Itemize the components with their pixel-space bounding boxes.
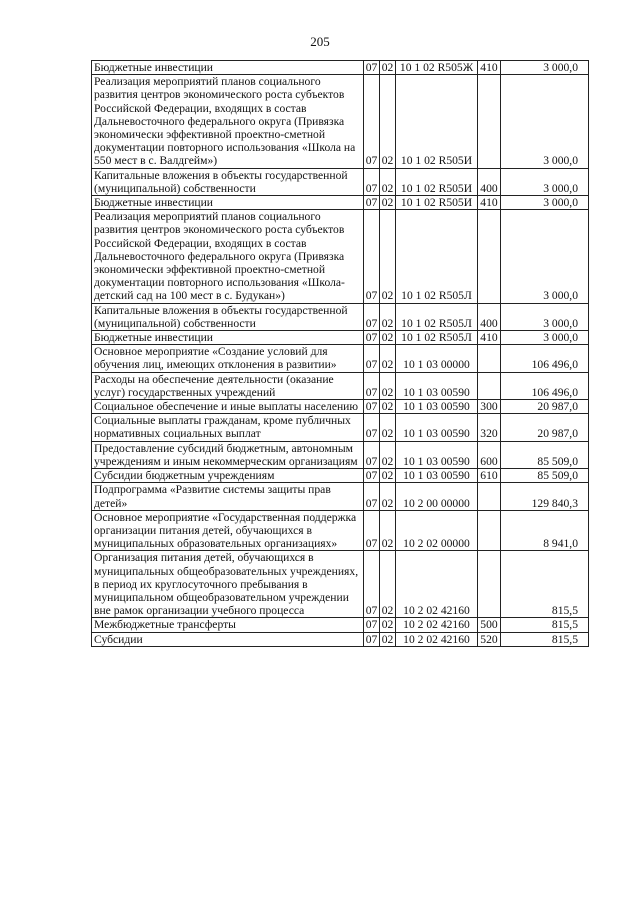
row-description: Основное мероприятие «Создание условий для обучения лиц, имеющих отклонения в развитии» [92,345,364,372]
row-description: Бюджетные инвестиции [92,331,364,345]
row-description: Подпрограмма «Развитие системы защиты прав детей» [92,483,364,510]
table-row [92,210,589,303]
row-section-code: 07 [364,210,380,303]
table-row [92,168,589,195]
row-expense-type-code [478,510,501,551]
table-row [92,196,589,210]
row-expense-type-code: 610 [478,469,501,483]
budget-table [91,60,589,647]
row-expense-type-code: 400 [478,303,501,330]
row-description: Субсидии бюджетным учреждениям [92,469,364,483]
row-expense-type-code: 600 [478,441,501,468]
row-expense-type-code: 410 [478,331,501,345]
row-section-code: 07 [364,510,380,551]
row-subsection-code: 02 [380,483,396,510]
row-target-article-code: 10 1 02 R505И [396,168,478,195]
row-amount: 106 496,0 [501,345,589,372]
row-amount: 106 496,0 [501,372,589,399]
row-target-article-code: 10 1 03 00590 [396,414,478,441]
table-row [92,618,589,632]
table-row [92,632,589,646]
table-row [92,303,589,330]
row-section-code: 07 [364,618,380,632]
row-section-code: 07 [364,345,380,372]
row-amount: 20 987,0 [501,400,589,414]
row-description: Бюджетные инвестиции [92,61,364,75]
row-section-code: 07 [364,75,380,168]
row-subsection-code: 02 [380,400,396,414]
row-target-article-code: 10 1 03 00590 [396,400,478,414]
row-subsection-code: 02 [380,414,396,441]
row-subsection-code: 02 [380,510,396,551]
row-description: Капитальные вложения в объекты государственной (муниципальной) собственности [92,168,364,195]
row-subsection-code: 02 [380,618,396,632]
row-expense-type-code: 500 [478,618,501,632]
row-subsection-code: 02 [380,210,396,303]
row-amount: 815,5 [501,551,589,618]
row-section-code: 07 [364,168,380,195]
row-target-article-code: 10 1 02 R505Л [396,210,478,303]
table-row [92,61,589,75]
row-target-article-code: 10 1 02 R505И [396,75,478,168]
table-row [92,372,589,399]
row-subsection-code: 02 [380,168,396,195]
table-row [92,331,589,345]
table-row [92,345,589,372]
row-target-article-code: 10 2 02 42160 [396,551,478,618]
budget-table-body [92,61,589,647]
row-section-code: 07 [364,331,380,345]
row-subsection-code: 02 [380,75,396,168]
row-amount: 3 000,0 [501,303,589,330]
row-target-article-code: 10 2 02 00000 [396,510,478,551]
row-subsection-code: 02 [380,196,396,210]
row-amount: 3 000,0 [501,210,589,303]
row-subsection-code: 02 [380,551,396,618]
row-target-article-code: 10 1 02 R505Ж [396,61,478,75]
row-expense-type-code: 320 [478,414,501,441]
row-description: Межбюджетные трансферты [92,618,364,632]
row-section-code: 07 [364,441,380,468]
row-section-code: 07 [364,196,380,210]
row-target-article-code: 10 1 03 00000 [396,345,478,372]
table-row [92,441,589,468]
row-section-code: 07 [364,372,380,399]
row-expense-type-code: 300 [478,400,501,414]
row-target-article-code: 10 1 03 00590 [396,441,478,468]
row-subsection-code: 02 [380,372,396,399]
row-amount: 85 509,0 [501,441,589,468]
row-description: Реализация мероприятий планов социального развития центров экономического роста субъектов Российской Федерации, входящих в состав Дальневосточного федерального округа (Привязка экономически эффективной проектно-сметной документации повторного использования «Школа на 550 мест в с. Валдгейм») [92,75,364,168]
table-row [92,469,589,483]
row-target-article-code: 10 1 03 00590 [396,372,478,399]
row-amount: 3 000,0 [501,196,589,210]
table-row [92,510,589,551]
row-amount: 815,5 [501,632,589,646]
row-target-article-code: 10 1 02 R505Л [396,331,478,345]
row-subsection-code: 02 [380,331,396,345]
row-amount: 3 000,0 [501,61,589,75]
row-amount: 3 000,0 [501,75,589,168]
row-target-article-code: 10 2 00 00000 [396,483,478,510]
row-expense-type-code [478,75,501,168]
table-row [92,75,589,168]
row-description: Субсидии [92,632,364,646]
row-expense-type-code: 410 [478,61,501,75]
row-target-article-code: 10 1 03 00590 [396,469,478,483]
row-section-code: 07 [364,414,380,441]
row-target-article-code: 10 1 02 R505И [396,196,478,210]
row-amount: 3 000,0 [501,168,589,195]
row-subsection-code: 02 [380,61,396,75]
row-subsection-code: 02 [380,469,396,483]
row-expense-type-code: 400 [478,168,501,195]
row-expense-type-code [478,483,501,510]
table-row [92,414,589,441]
row-amount: 815,5 [501,618,589,632]
row-description: Бюджетные инвестиции [92,196,364,210]
row-expense-type-code [478,210,501,303]
row-description: Социальные выплаты гражданам, кроме публичных нормативных социальных выплат [92,414,364,441]
row-subsection-code: 02 [380,303,396,330]
row-target-article-code: 10 1 02 R505Л [396,303,478,330]
row-expense-type-code [478,551,501,618]
row-amount: 3 000,0 [501,331,589,345]
row-expense-type-code [478,372,501,399]
table-row [92,551,589,618]
table-row [92,483,589,510]
row-amount: 20 987,0 [501,414,589,441]
row-expense-type-code: 520 [478,632,501,646]
row-subsection-code: 02 [380,345,396,372]
row-subsection-code: 02 [380,632,396,646]
page-number: 205 [310,34,330,49]
row-description: Организация питания детей, обучающихся в муниципальных общеобразовательных учреждениях, в период их круглосуточного пребывания в муниципальном общеобразовательном учреждении вне рамок организации учебного процесса [92,551,364,618]
row-target-article-code: 10 2 02 42160 [396,632,478,646]
row-description: Предоставление субсидий бюджетным, автономным учреждениям и иным некоммерческим организациям [92,441,364,468]
row-description: Основное мероприятие «Государственная поддержка организации питания детей, обучающихся в муниципальных образовательных организациях» [92,510,364,551]
row-section-code: 07 [364,469,380,483]
row-section-code: 07 [364,632,380,646]
row-amount: 8 941,0 [501,510,589,551]
row-description: Реализация мероприятий планов социального развития центров экономического роста субъектов Российской Федерации, входящих в состав Дальневосточного федерального округа (Привязка экономически эффективной проектно-сметной документации повторного использования «Школа-детский сад на 100 мест в с. Будукан») [92,210,364,303]
row-target-article-code: 10 2 02 42160 [396,618,478,632]
row-description: Социальное обеспечение и иные выплаты населению [92,400,364,414]
row-section-code: 07 [364,61,380,75]
table-row [92,400,589,414]
row-section-code: 07 [364,483,380,510]
row-subsection-code: 02 [380,441,396,468]
row-section-code: 07 [364,400,380,414]
row-amount: 85 509,0 [501,469,589,483]
row-description: Расходы на обеспечение деятельности (оказание услуг) государственных учреждений [92,372,364,399]
row-expense-type-code [478,345,501,372]
row-amount: 129 840,3 [501,483,589,510]
row-section-code: 07 [364,303,380,330]
row-description: Капитальные вложения в объекты государственной (муниципальной) собственности [92,303,364,330]
row-section-code: 07 [364,551,380,618]
row-expense-type-code: 410 [478,196,501,210]
